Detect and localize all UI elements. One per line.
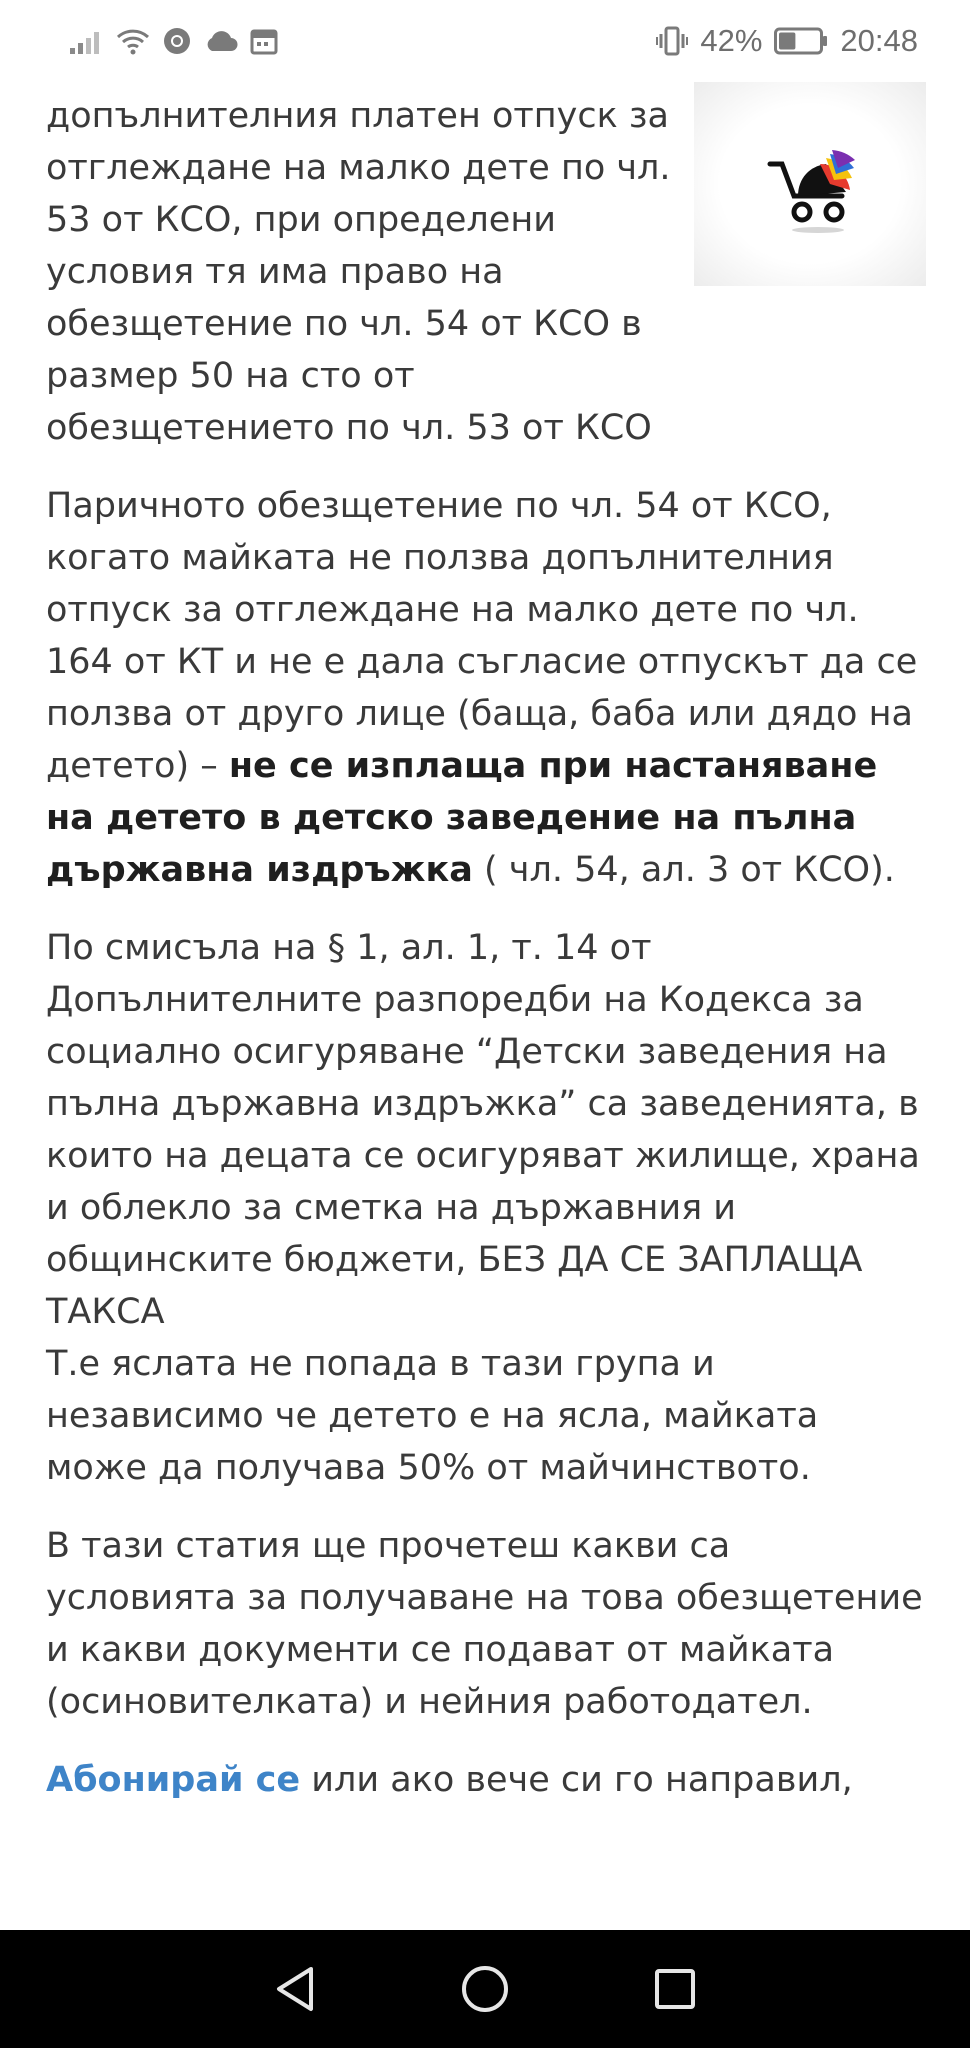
- cloud-icon: [204, 29, 238, 53]
- paragraph-5: [46, 1754, 926, 1806]
- status-icons-left: [70, 26, 278, 56]
- paragraph-3: [46, 922, 926, 1494]
- signal-icon: [70, 28, 104, 54]
- battery-percent: 42%: [700, 23, 763, 58]
- subscribe-link[interactable]: Абонирай се: [46, 1760, 301, 1800]
- back-icon[interactable]: [250, 1944, 340, 2034]
- paragraph-2-bold: не се изплаща при настаняване на детето в детско заведение на пълна държавна издръжка: [46, 746, 878, 890]
- stroller-icon: [760, 134, 860, 234]
- paragraph-2-text: Паричното обезщетение по чл. 54 от КСО, когато майката не ползва допълнителния отпуск за отглеждане на малко дете по чл. 164 от КТ и не е дала съгласие отпускът да се ползва от друго лице (баща, баба или дядо на детето) –: [46, 486, 918, 786]
- paragraph-4: В тази статия ще прочетеш какви са условията за получаване на това обезщетение и какви документи се подават от майката (осиновителката) и нейния работодател.: [46, 1526, 923, 1722]
- article-image[interactable]: [694, 82, 926, 286]
- home-icon[interactable]: [440, 1944, 530, 2034]
- battery-icon: [774, 27, 828, 55]
- paragraph-2: [46, 480, 926, 896]
- paragraph-1: допълнителния платен отпуск за отглеждане на малко дете по чл. 53 от КСО, при определени условия тя има право на обезщетение по чл. 54 от КСО в размер 50 на сто от обезщетението по чл. 53 от КСО: [46, 96, 671, 448]
- calendar-icon: [250, 27, 278, 55]
- vibrate-icon: [656, 26, 688, 56]
- status-bar: [0, 0, 970, 82]
- wifi-icon: [116, 27, 150, 55]
- paragraph-3-line2: Т.е яслата не попада в тази група и независимо че детето е на ясла, майката може да получава 50% от майчинството.: [46, 1344, 819, 1488]
- paragraph-2-end: ( чл. 54, ал. 3 от КСО).: [472, 850, 895, 890]
- recents-icon[interactable]: [630, 1944, 720, 2034]
- status-icons-right: [656, 23, 918, 59]
- navigation-bar: [0, 1930, 970, 2048]
- clock: 20:48: [840, 23, 918, 58]
- article-content: [46, 38, 926, 1832]
- subscribe-text: или ако вече си го направил,: [300, 1760, 853, 1800]
- paragraph-3-line1: По смисъла на § 1, ал. 1, т. 14 от Допълнителните разпоредби на Кодекса за социално осигуряване “Детски заведения на пълна държавна издръжка” са заведенията, в които на децата се осигуряват жилище, храна и облекло за сметка на държавния и общинските бюджети, БЕЗ ДА СЕ ЗАПЛАЩА ТАКСА: [46, 928, 920, 1332]
- chrome-icon: [162, 26, 192, 56]
